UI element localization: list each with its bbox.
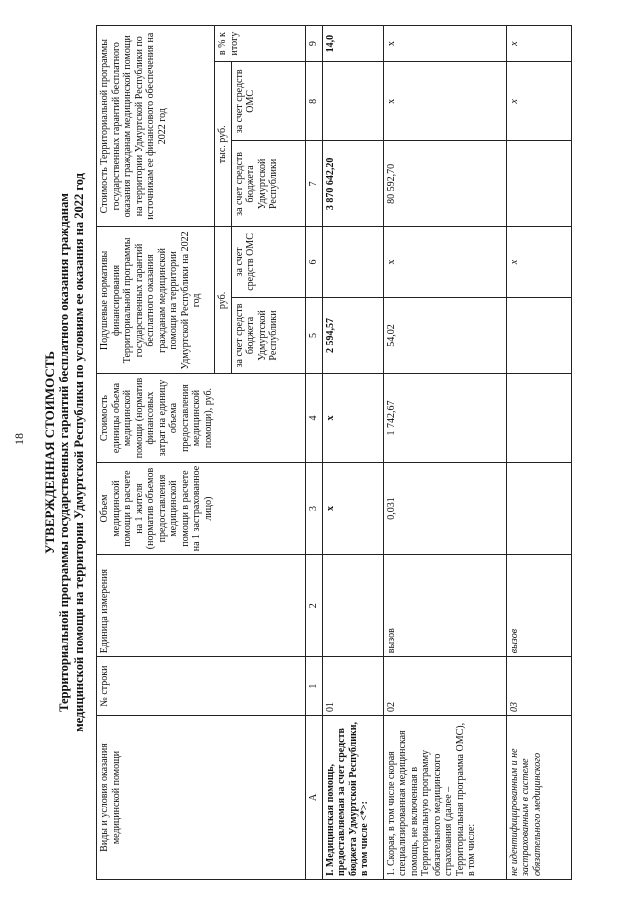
- document-subtitle-line1: Территориальной программы государственных гарантий бесплатного оказания гражданам: [57, 193, 71, 712]
- table-row: [383, 26, 506, 880]
- header-budget-thous: за счет средств бюджета Удмуртской Республики: [231, 141, 305, 227]
- row-unit: вызов: [383, 555, 506, 657]
- row-unit-cost: x: [322, 374, 383, 462]
- row-unit-cost: 1 742,67: [383, 374, 506, 462]
- row-budget-thous: [506, 141, 571, 227]
- row-budget-thous: 80 592,70: [383, 141, 506, 227]
- row-budget-thous: 3 870 642,20: [322, 141, 383, 227]
- document-title: УТВЕРЖДЕННАЯ СТОИМОСТЬ: [42, 350, 57, 555]
- cost-table: [96, 25, 572, 880]
- row-number: 02: [383, 657, 506, 716]
- header-unit: Единица измерения: [97, 555, 306, 657]
- row-budget-rub: [506, 297, 571, 374]
- col-number: 3: [305, 462, 322, 555]
- row-kind: I. Медицинская помощь, предоставляемая за счет средств бюджета Удмуртской Республики, в том числе <*>:: [322, 716, 383, 880]
- row-oms-rub: x: [506, 227, 571, 297]
- col-number: 7: [305, 141, 322, 227]
- header-row-number: № строки: [97, 657, 306, 716]
- col-number: 1: [305, 657, 322, 716]
- col-number: 5: [305, 297, 322, 374]
- col-number: 9: [305, 26, 322, 62]
- row-kind: 1. Скорая, в том числе скорая специализированная медицинская помощь, не включенная в Территориальную программу обязательного медицинского страхования (далее – Территориальная программа ОМС), в том числе:: [383, 716, 506, 880]
- row-budget-rub: 2 594,57: [322, 297, 383, 374]
- row-oms-thous: x: [383, 62, 506, 141]
- row-percent: 14,0: [322, 26, 383, 62]
- col-number: 4: [305, 374, 322, 462]
- row-unit-cost: [506, 374, 571, 462]
- header-kind: Виды и условия оказания медицинской помощи: [97, 716, 306, 880]
- row-number: 03: [506, 657, 571, 716]
- header-per-capita: Подушевые нормативы финансирования Территориальной программы государственных гарантий бесплатного оказания гражданам медицинской помощи на территории Удмуртской Республики на 2022 год: [97, 227, 215, 374]
- col-number: A: [305, 716, 322, 880]
- row-percent: x: [383, 26, 506, 62]
- header-thous-rub: тыс. руб.: [215, 62, 232, 227]
- row-unit: [322, 555, 383, 657]
- row-percent: x: [506, 26, 571, 62]
- row-oms-thous: [322, 62, 383, 141]
- row-unit: вызов: [506, 555, 571, 657]
- table-row: [322, 26, 383, 880]
- table-row: [506, 26, 571, 880]
- row-oms-rub: x: [383, 227, 506, 297]
- col-number: 6: [305, 227, 322, 297]
- page-number: 18: [12, 433, 26, 445]
- header-oms-thous: за счет средств ОМС: [231, 62, 305, 141]
- title-block: [42, 25, 96, 880]
- row-oms-thous: x: [506, 62, 571, 141]
- header-budget-rub: за счет средств бюджета Удмуртской Республики: [231, 297, 305, 374]
- row-oms-rub: [322, 227, 383, 297]
- row-volume: [506, 462, 571, 555]
- row-volume: x: [322, 462, 383, 555]
- header-volume: Объем медицинской помощи в расчете на 1 жителя (норматив объемов предоставления медицинской помощи в расчете на 1 застрахованное лицо): [97, 462, 306, 555]
- row-kind: не идентифицированным и не застрахованным в системе обязательного медицинского: [506, 716, 571, 880]
- row-volume: 0,031: [383, 462, 506, 555]
- header-program-cost: Стоимость Территориальной программы государственных гарантий бесплатного оказания гражданам медицинской помощи на территории Удмуртской Республики по источникам ее финансового обеспечения на 2022 год: [97, 26, 215, 227]
- column-numbering-row: [305, 26, 322, 880]
- header-unit-cost: Стоимость единицы объема медицинской помощи (норматив финансовых затрат на единицу объема предоставления медицинской помощи), руб.: [97, 374, 306, 462]
- document-subtitle-line2: медицинской помощи на территории Удмуртской Республики по условиям ее оказания на 2022 год: [72, 173, 86, 732]
- header-oms-rub: за счет средств ОМС: [231, 227, 305, 297]
- header-rub: руб.: [215, 227, 232, 374]
- row-number: 01: [322, 657, 383, 716]
- row-budget-rub: 54,02: [383, 297, 506, 374]
- header-percent: в % к итогу: [215, 26, 306, 62]
- col-number: 2: [305, 555, 322, 657]
- header-row-1: [97, 26, 215, 880]
- col-number: 8: [305, 62, 322, 141]
- document-sheet: [40, 25, 600, 880]
